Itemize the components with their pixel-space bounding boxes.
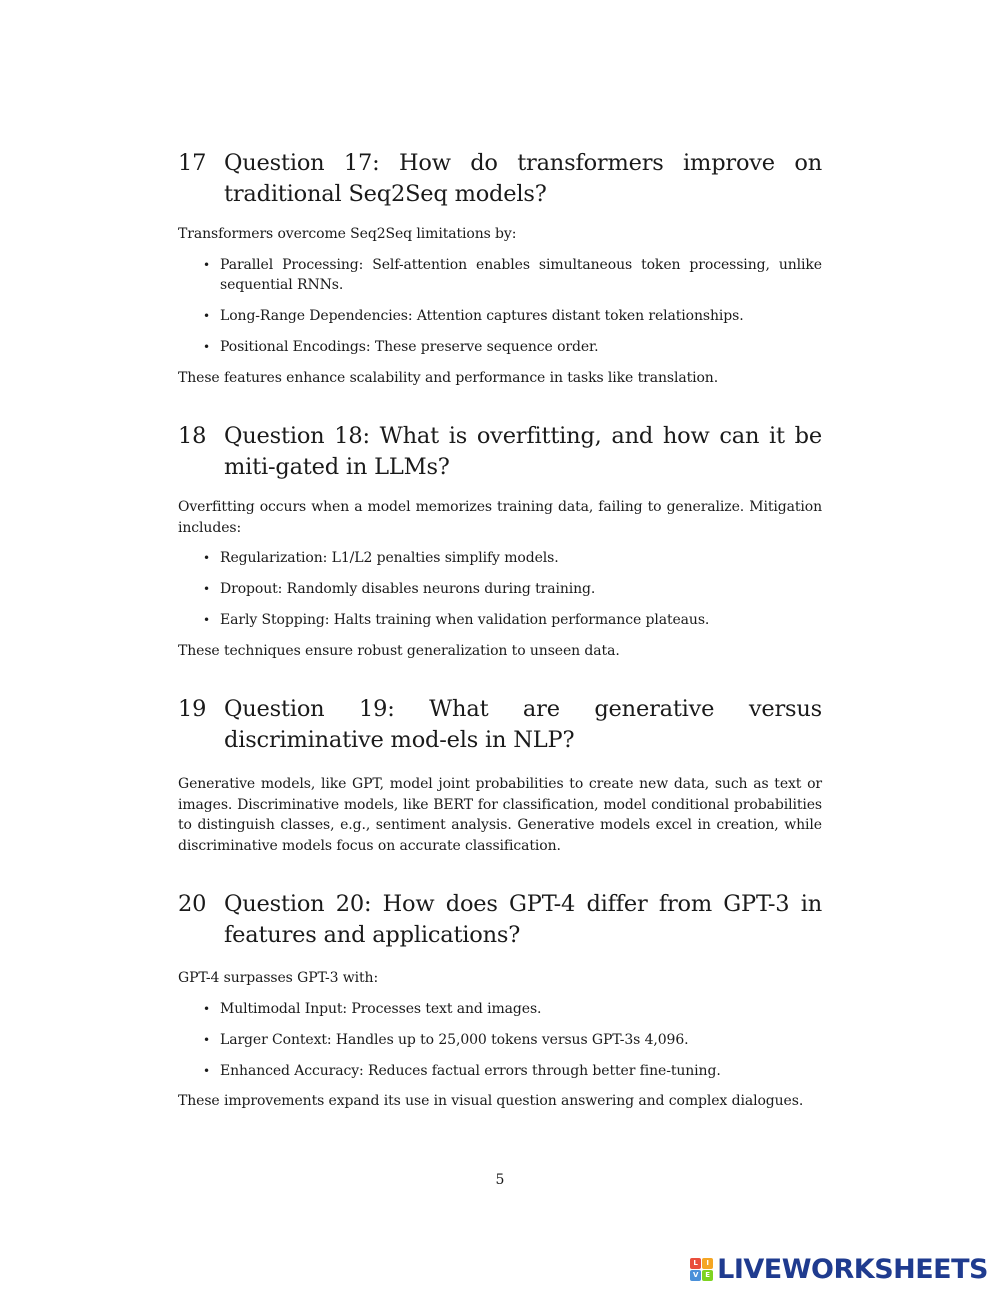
list-item: [178, 548, 822, 569]
section-heading: [178, 421, 822, 483]
bullet-icon: •: [203, 1032, 210, 1047]
badge-letter: E: [702, 1270, 713, 1281]
section-number: 20: [178, 891, 207, 917]
list-item: [178, 610, 822, 631]
bullet-icon: •: [203, 613, 210, 627]
bullet-icon: •: [203, 309, 210, 323]
section-body: Generative models, like GPT, model joint probabilities to create new data, such as text or images. Discriminative models, like BERT for classification, model conditional probabilities to distinguish classes, e.g., sentiment analysis. Generative models excel in creation, while discriminative models focus on accurate classification.: [178, 776, 822, 854]
list-item-text: Early Stopping: Halts training when validation performance plateaus.: [220, 612, 710, 628]
list-item-text: Larger Context: Handles up to 25,000 tokens versus GPT-3s 4,096.: [220, 1031, 689, 1048]
section-heading: [178, 694, 822, 756]
section-intro: GPT-4 surpasses GPT-3 with:: [178, 970, 379, 986]
list-item-text: Positional Encodings: These preserve sequence order.: [220, 339, 599, 355]
bullet-list: [178, 548, 822, 631]
bullet-icon: •: [203, 340, 210, 354]
bullet-icon: •: [203, 551, 210, 565]
list-item: [178, 1030, 822, 1051]
section-intro: Overfitting occurs when a model memorizes training data, failing to generalize. Mitigation includes:: [178, 499, 822, 536]
section-outro: These improvements expand its use in visual question answering and complex dialogues.: [178, 1093, 804, 1109]
section-outro: These features enhance scalability and performance in tasks like translation.: [178, 369, 719, 386]
list-item: [178, 337, 822, 358]
section-title: Question 20: How does GPT-4 differ from GPT-3 in features and applications?: [224, 891, 822, 948]
list-item-text: Regularization: L1/L2 penalties simplify models.: [220, 550, 559, 566]
section-heading: [178, 889, 822, 951]
bullet-icon: •: [203, 257, 210, 272]
section-17: [178, 148, 822, 388]
section-18: [178, 421, 822, 661]
section-19: [178, 694, 822, 856]
logo-badge-icon: [690, 1258, 713, 1281]
section-outro: These techniques ensure robust generalization to unseen data.: [178, 642, 620, 659]
liveworksheets-logo: [690, 1253, 988, 1285]
list-item: [178, 579, 822, 600]
list-item-text: Enhanced Accuracy: Reduces factual errors through better fine-tuning.: [220, 1062, 721, 1079]
section-number: 18: [178, 423, 207, 449]
list-item: [178, 1061, 822, 1082]
section-number: 17: [178, 150, 207, 176]
list-item-text: Dropout: Randomly disables neurons during training.: [220, 581, 596, 597]
list-item-text: Multimodal Input: Processes text and images.: [220, 1000, 542, 1017]
bullet-icon: •: [203, 582, 210, 596]
section-heading: [178, 148, 822, 210]
bullet-icon: •: [203, 1063, 210, 1078]
section-title: Question 17: How do transformers improve on traditional Seq2Seq models?: [224, 150, 822, 207]
bullet-list: [178, 255, 822, 358]
list-item-text: Long-Range Dependencies: Attention captures distant token relationships.: [220, 308, 744, 324]
list-item-text: Parallel Processing: Self-attention enables simultaneous token processing, unlike sequential RNNs.: [220, 256, 822, 293]
badge-letter: I: [702, 1258, 713, 1269]
badge-letter: V: [690, 1270, 701, 1281]
section-20: [178, 889, 822, 1112]
badge-letter: L: [690, 1258, 701, 1269]
logo-text: LIVEWORKSHEETS: [717, 1253, 988, 1285]
section-title: Question 19: What are generative versus discriminative mod-​els in NLP?: [224, 696, 822, 753]
list-item: [178, 306, 822, 327]
list-item: [178, 999, 822, 1020]
bullet-icon: •: [203, 1001, 210, 1016]
bullet-list: [178, 999, 822, 1082]
page-number: 5: [495, 1172, 505, 1188]
section-number: 19: [178, 696, 207, 722]
section-intro: Transformers overcome Seq2Seq limitations by:: [178, 226, 517, 242]
page-content: [178, 148, 822, 1112]
section-title: Question 18: What is overfitting, and how can it be miti-​gated in LLMs?: [224, 423, 822, 480]
list-item: [178, 255, 822, 296]
